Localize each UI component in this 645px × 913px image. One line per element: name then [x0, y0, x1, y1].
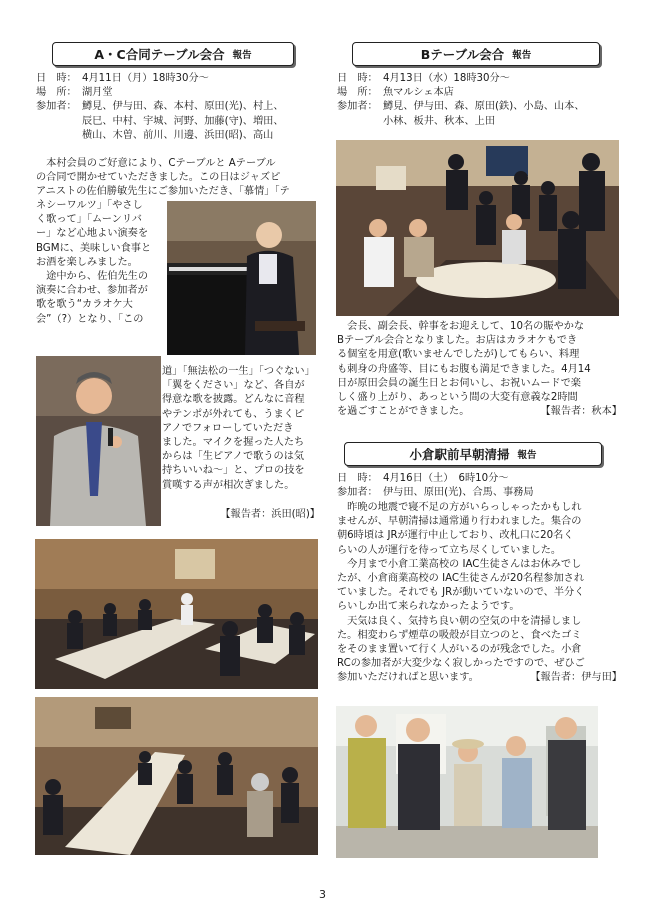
singer-photo	[36, 356, 161, 526]
right-bottom-report-tag: 報告	[517, 450, 537, 461]
right-bottom-date-label: 日 時：	[337, 473, 378, 484]
right-top-line: も刺身の舟盛等、目にもお腹も満足できました。4月14	[337, 363, 591, 375]
right-bottom-line: らいの人が運行を待って立ち尽くしていました。	[337, 544, 562, 556]
left-line: BGMに、美味しい食事と	[36, 242, 152, 254]
right-top-line: 日が原田会員の誕生日とお伺いし、お祝いムードで楽	[337, 377, 581, 389]
right-bottom-title: 小倉駅前早朝清掃	[409, 447, 510, 462]
left-line: 途中から、佐伯先生の	[36, 271, 149, 283]
right-bottom-line: 参加いただければと思います。	[337, 672, 479, 684]
left-line: 持ちいいね〜」と、プロの技を	[162, 465, 305, 477]
right-top-place-label: 場 所：	[337, 87, 378, 99]
left-line: ました。マイクを握った人たち	[162, 437, 305, 449]
right-bottom-line: ませんが、早朝清掃は通常通り行われました。集合の	[337, 516, 582, 528]
left-reporter: 【報告者：浜田(昭)】	[220, 509, 320, 520]
right-top-line: 会長、副会長、幹事をお迎えして、10名の賑やかな	[337, 321, 585, 332]
left-place: 湖月堂	[82, 87, 113, 99]
left-line: アノでフォローしていただき	[162, 422, 294, 434]
left-article-title-box	[52, 42, 294, 66]
left-line: 演奏に合わせ、参加者が	[36, 285, 148, 297]
right-top-reporter: 【報告者：秋本】	[540, 406, 622, 418]
left-attendees-line: 辰巳、中村、宇城、河野、加藤(守)、増田、	[82, 115, 284, 127]
right-top-line: る個室を用意(歌いませんでしたが)してもらい、料理	[337, 349, 580, 361]
left-date-label: 日 時：	[36, 73, 77, 84]
right-top-attendees-line: 鱒見、伊与田、森、原田(鉄)、小島、山本、	[383, 101, 585, 113]
right-bottom-line: たが、小倉商業高校の IAC生徒さんが20名程参加され	[337, 573, 585, 585]
right-top-date-label: 日 時：	[337, 73, 378, 84]
left-line: 本村会員のご好意により、Cテーブルと Aテーブル	[36, 158, 276, 169]
piano-photo	[167, 201, 316, 355]
cleanup-group-photo	[336, 706, 598, 858]
dinner-photo-1	[35, 539, 318, 689]
right-bottom-title-box	[344, 442, 602, 466]
left-line: ー」など心地よい演奏を	[36, 228, 149, 240]
right-bottom-line: をそのまま置いて行く人がいるのが残念でした。小倉	[337, 644, 582, 656]
right-bottom-reporter: 【報告者：伊与田】	[530, 672, 622, 684]
left-line: の合同で開かせていただきました。この日はジャズピ	[36, 172, 281, 184]
right-top-meta	[337, 72, 617, 129]
right-top-body	[337, 320, 622, 419]
right-bottom-line: 昨晩の地震で寝不足の方がいらっしゃったかもしれ	[337, 502, 582, 513]
left-line: からは「生ピアノで歌うのは気	[162, 451, 305, 463]
right-top-title-box	[352, 42, 600, 66]
left-line: お酒を楽しみました。	[36, 256, 138, 268]
left-attendees-line: 鱒見、伊与田、森、本村、原田(光)、村上、	[82, 101, 284, 113]
right-bottom-line: 朝6時頃は JRが運行中止しており、改札口に20名く	[337, 530, 574, 542]
right-bottom-date: 4月16日（土） 6時10分〜	[383, 473, 509, 484]
right-bottom-attendees: 伊与田、原田(光)、合馬、事務局	[383, 487, 534, 499]
left-line: 会”（?）となり、「この	[36, 313, 144, 325]
left-meta	[36, 72, 316, 143]
right-top-place: 魚マルシェ本店	[383, 87, 454, 99]
right-bottom-body	[337, 501, 622, 686]
page-number: 3	[319, 888, 326, 901]
dinner-photo-2	[35, 697, 318, 855]
left-line: 得意な歌を披露。どんなに音程	[162, 394, 305, 406]
right-top-title: Bテーブル会合	[420, 47, 505, 62]
left-line: く歌って」「ムーンリバ	[36, 214, 142, 226]
left-line: 「翼をください」など、各自が	[162, 380, 305, 392]
left-date: 4月11日（月）18時30分〜	[82, 73, 209, 84]
left-place-label: 場 所：	[36, 87, 77, 99]
left-wrap-lines	[162, 365, 320, 493]
right-top-report-tag: 報告	[512, 50, 532, 61]
right-bottom-line: RCの参加者が大変少なく寂しかったですので、ぜひご	[337, 658, 585, 670]
left-attendees-line: 横山、木曽、前川、川邊、浜田(昭)、高山	[82, 129, 274, 141]
left-line: 賞嘆する声が相次ぎました。	[162, 479, 295, 491]
right-bottom-attendees-label: 参加者：	[337, 487, 378, 499]
left-line: 道」「無法松の一生」「つぐない」	[162, 366, 315, 377]
b-table-group-photo	[336, 140, 619, 316]
right-bottom-line: ていました。それでも JRが動いていないので、半分く	[337, 587, 585, 599]
left-line: アニストの佐伯勝敏先生にご参加いただき、「慕情」「テ	[36, 186, 290, 198]
right-bottom-line: 天気は良く、気持ち良い朝の空気の中を清掃しまし	[337, 615, 582, 627]
left-line: 歌を歌う“カラオケ大	[36, 299, 133, 311]
right-top-line: を過ごすことができました。	[337, 406, 470, 418]
left-line: やテンポが外れても、うまくピ	[162, 408, 305, 420]
left-intro-lines	[36, 157, 321, 200]
right-top-line: Bテーブル会合となりました。お店はカラオケもでき	[337, 335, 578, 347]
left-attendees-label: 参加者：	[36, 101, 77, 113]
left-report-tag: 報告	[232, 50, 252, 61]
right-bottom-line: 今月まで小倉工業高校の IAC生徒さんはお休みでし	[337, 558, 582, 570]
left-article-title: A・C合同テーブル会合	[94, 47, 225, 62]
right-bottom-line: らいしか出て来られなかったようです。	[337, 601, 520, 613]
right-top-attendees-line: 小林、板井、秋本、上田	[383, 115, 496, 127]
right-bottom-line: た。相変わらず煙草の吸殻が目立つのと、食べたゴミ	[337, 629, 582, 641]
left-line: ネシーワルツ」「やさし	[36, 200, 143, 211]
right-top-attendees-label: 参加者：	[337, 101, 378, 113]
right-top-date: 4月13日（水）18時30分〜	[383, 73, 510, 84]
right-top-line: しく盛り上がり、あっという間の大変有意義な2時間	[337, 392, 578, 404]
right-bottom-meta	[337, 472, 617, 500]
left-narrow-lines	[36, 199, 166, 327]
